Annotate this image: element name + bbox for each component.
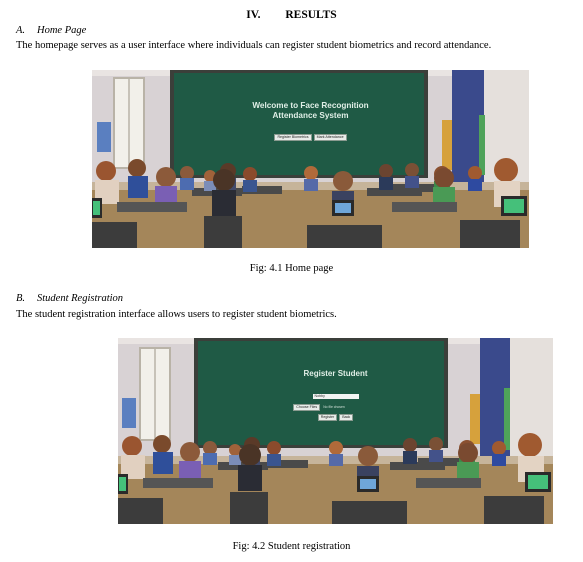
mark-attendance-button[interactable]: Mark Attendance [314,134,347,141]
register-button[interactable]: Register [318,414,337,421]
section-heading [0,9,583,21]
register-biometrics-button[interactable]: Register Biometrics [274,134,311,141]
subsection-b-heading [16,293,123,304]
section-title: RESULTS [285,9,337,21]
choose-files-note: No file chosen [323,405,345,409]
register-board-title: Register Student [303,369,368,378]
subsection-b-paragraph: The student registration interface allows users to register student biometrics. [16,309,337,320]
classroom-illustration [92,70,529,248]
home-board-title-line2: Attendance System [272,111,349,120]
choose-files-button[interactable]: Choose Files [293,404,320,411]
home-page-screenshot [92,70,529,248]
subsection-b-letter: B. [16,293,26,304]
classroom-illustration [118,338,553,524]
section-number: IV. [246,9,261,21]
figure-4-1-caption: Fig: 4.1 Home page [249,263,334,274]
student-registration-screenshot [118,338,553,524]
home-board-title-line1: Welcome to Face Recognition [252,101,369,110]
subsection-b-title: Student Registration [37,293,124,304]
subsection-a-paragraph: The homepage serves as a user interface where individuals can register student biometrics and record attendance. [16,40,492,51]
student-name-input[interactable]: Nobby [313,394,359,399]
subsection-a-heading [16,25,86,36]
subsection-a-title: Home Page [37,25,87,36]
figure-4-2-caption: Fig: 4.2 Student registration [232,541,351,552]
subsection-a-letter: A. [16,25,26,36]
back-button[interactable]: Back [339,414,353,421]
